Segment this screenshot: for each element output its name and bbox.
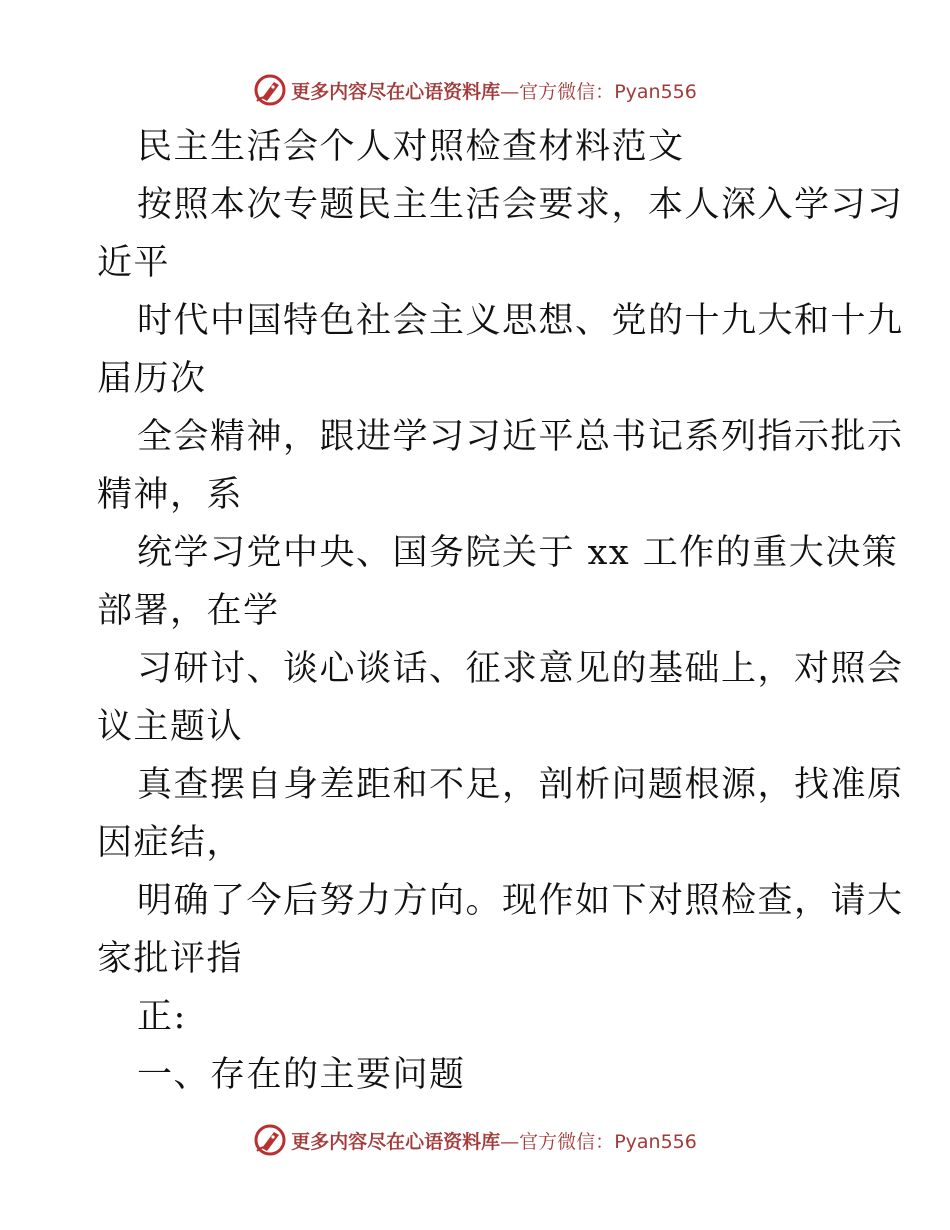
paragraph-line: 正: [137,997,187,1037]
paragraph-line: 家批评指 [97,939,244,979]
paragraph-line: 统学习党中央、国务院关于 xx 工作的重大决策 [137,533,899,573]
paragraph-line: 全会精神，跟进学习习近平总书记系列指示批示 [137,417,904,457]
paragraph-line: 习研讨、谈心谈话、征求意见的基础上，对照会 [137,649,904,689]
paragraph-line: 明确了今后努力方向。现作如下对照检查，请大 [137,881,904,921]
document-body [97,118,904,1104]
paragraph-line: 精神，系 [97,475,244,515]
pen-nib-logo-icon [253,1123,287,1157]
pen-nib-logo-icon [253,73,287,107]
paragraph-line: 届历次 [97,359,207,399]
watermark-separator: — [500,80,520,103]
watermark-text [291,1127,697,1154]
paragraph-line: 议主题认 [97,707,244,747]
header-watermark [0,70,950,110]
watermark-wechat-label: 官方微信： [519,1130,615,1153]
footer-watermark [0,1120,950,1160]
paragraph-line: 按照本次专题民主生活会要求，本人深入学习习 [137,185,904,225]
paragraph-line: 因症结， [97,823,244,863]
paragraph-line: 近平 [97,243,171,283]
watermark-separator: — [500,1130,520,1153]
watermark-text [291,77,697,104]
section-heading: 一、存在的主要问题 [137,1055,466,1095]
document-title: 民主生活会个人对照检查材料范文 [137,127,685,167]
watermark-wechat-label: 官方微信： [519,80,615,103]
watermark-wechat-id: Pyan556 [614,1130,697,1153]
watermark-main: 更多内容尽在心语资料库 [291,80,501,103]
paragraph-line: 真查摆自身差距和不足，剖析问题根源，找准原 [137,765,904,805]
watermark-main: 更多内容尽在心语资料库 [291,1130,501,1153]
paragraph-line: 时代中国特色社会主义思想、党的十九大和十九 [137,301,904,341]
paragraph-line: 部署，在学 [97,591,280,631]
watermark-wechat-id: Pyan556 [614,80,697,103]
